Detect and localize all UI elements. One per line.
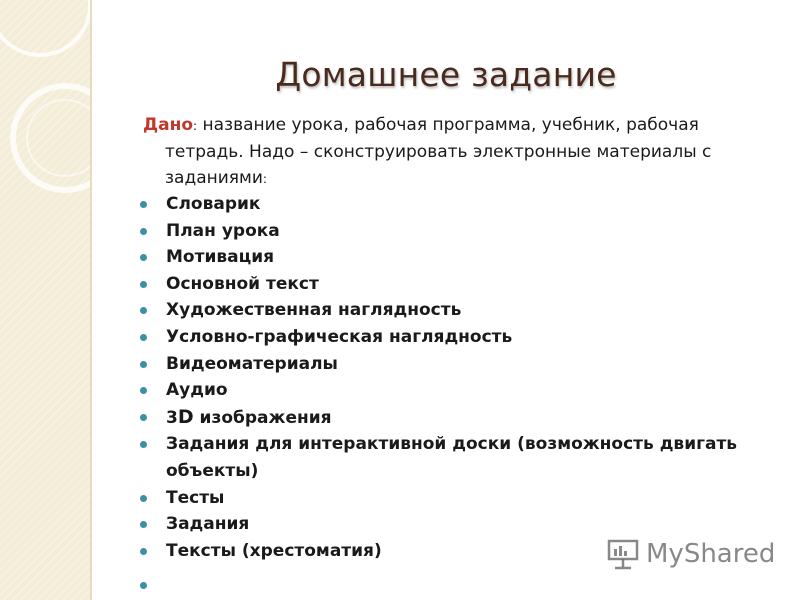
bullet-dot-icon: [140, 548, 147, 555]
list-item-text: Видеоматериалы: [166, 353, 338, 374]
watermark: [606, 536, 775, 572]
decorative-rings: [0, 0, 90, 600]
list-item-big-letter: D: [177, 405, 194, 428]
bullet-dot-icon: [140, 582, 147, 589]
list-item: [138, 324, 778, 351]
intro-lead: Дано: [143, 115, 194, 135]
list-item: [138, 485, 778, 512]
intro-text-line3-wrap: [143, 165, 763, 192]
list-item: [138, 431, 778, 484]
list-item: [138, 271, 778, 298]
bullet-dot-icon: [140, 521, 147, 528]
list-item-prefix: 3: [166, 407, 178, 428]
intro-paragraph: [143, 112, 763, 192]
list-item-text: Словарик: [166, 194, 261, 214]
bullet-dot-icon: [140, 441, 147, 448]
list-item-text: Тесты: [166, 487, 225, 508]
list-item-text: Условно-графическая наглядность: [166, 326, 513, 347]
bullet-dot-icon: [140, 281, 147, 288]
list-item-text: Задания: [166, 514, 250, 535]
bullet-dot-icon: [140, 307, 147, 314]
list-item-text: Тексты (хрестоматия): [166, 540, 382, 561]
list-item-text: изображения: [193, 407, 332, 428]
list-item-text: Художественная наглядность: [166, 300, 462, 321]
bullet-dot-icon: [140, 387, 147, 394]
list-item: [138, 377, 778, 404]
list-item: [138, 191, 778, 218]
bullet-dot-icon: [140, 414, 147, 421]
list-item: [138, 244, 778, 271]
decorative-sidebar: [0, 0, 90, 600]
bullet-dot-icon: [140, 334, 147, 341]
bullet-dot-icon: [140, 228, 147, 235]
intro-text-line2: тетрадь. Надо – сконструировать электронные материалы с: [165, 142, 712, 162]
list-item-empty: [138, 572, 778, 599]
bullet-dot-icon: [140, 495, 147, 502]
intro-colon-2: :: [262, 172, 267, 186]
list-item: [138, 404, 778, 432]
presentation-board-icon: [606, 537, 640, 571]
list-item-text: Мотивация: [166, 247, 275, 268]
intro-text-line1: название урока, рабочая программа, учебник, рабочая: [197, 115, 699, 135]
list-item: [138, 297, 778, 324]
intro-text-line3: заданиями: [165, 168, 263, 188]
intro-colon: :: [193, 119, 198, 133]
watermark-text: MyShared: [646, 539, 776, 569]
list-item: [138, 218, 778, 245]
list-item-continuation: объекты): [166, 460, 259, 481]
bullet-dot-icon: [140, 201, 147, 208]
list-item-text: План урока: [166, 220, 280, 241]
list-item: [138, 511, 778, 538]
bullet-dot-icon: [140, 254, 147, 261]
bullet-dot-icon: [140, 361, 147, 368]
list-item: [138, 351, 778, 378]
list-item-text: Основной текст: [166, 273, 319, 294]
list-item-text: Задания для интерактивной доски (возможность двигать: [166, 434, 738, 455]
list-item-text: Аудио: [166, 380, 228, 401]
slide-title: Домашнее задание: [275, 55, 617, 94]
